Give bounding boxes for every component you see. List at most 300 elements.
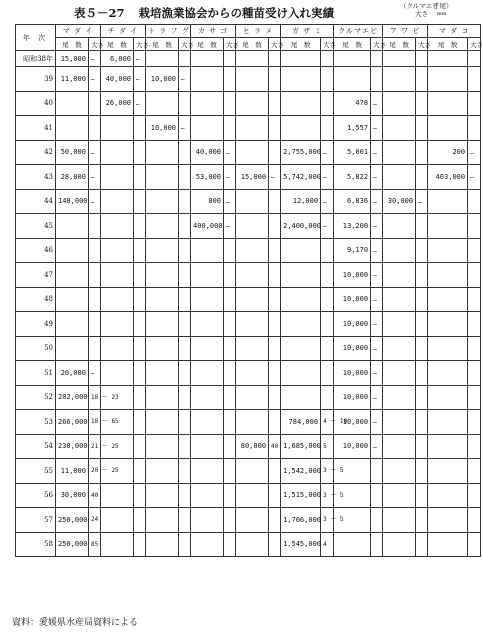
size-cell (416, 116, 428, 141)
year-cell: 44 (16, 189, 56, 214)
size-subheader: 大さ (224, 38, 236, 51)
size-cell (134, 263, 146, 288)
size-cell: 18 ～ 65 (89, 410, 101, 435)
count-cell: 53,000 (191, 165, 224, 190)
count-cell: 10,000 (334, 287, 371, 312)
count-cell (236, 483, 269, 508)
size-cell (89, 287, 101, 312)
count-cell (191, 51, 224, 67)
size-cell (224, 312, 236, 337)
count-cell (428, 532, 468, 557)
count-cell (146, 434, 179, 459)
size-cell: … (371, 238, 383, 263)
size-cell (269, 385, 281, 410)
count-cell (101, 214, 134, 239)
size-cell (224, 385, 236, 410)
size-cell (134, 238, 146, 263)
count-cell (101, 140, 134, 165)
count-cell (101, 165, 134, 190)
size-cell (89, 91, 101, 116)
size-cell (416, 434, 428, 459)
size-subheader: 大さ (468, 38, 481, 51)
size-cell (269, 312, 281, 337)
count-cell: 5,822 (334, 165, 371, 190)
count-cell (428, 434, 468, 459)
size-cell (371, 51, 383, 67)
count-cell: 1,542,000 (281, 459, 321, 484)
size-cell: … (224, 214, 236, 239)
size-cell (179, 336, 191, 361)
species-header: ア ワ ビ (383, 25, 428, 38)
count-cell: 10,000 (146, 67, 179, 92)
size-cell (224, 91, 236, 116)
count-cell (281, 385, 321, 410)
size-cell: 5 (321, 434, 334, 459)
count-cell (236, 336, 269, 361)
count-cell: 10,000 (334, 385, 371, 410)
count-cell: 1,557 (334, 116, 371, 141)
size-cell (224, 116, 236, 141)
count-cell (334, 67, 371, 92)
size-cell (269, 214, 281, 239)
count-cell (146, 508, 179, 533)
count-cell: 2,755,000 (281, 140, 321, 165)
count-cell: 40,000 (191, 140, 224, 165)
count-cell (56, 238, 89, 263)
size-cell: 4 ～ 10 (321, 410, 334, 435)
size-cell (416, 91, 428, 116)
count-cell (56, 91, 89, 116)
count-cell (383, 459, 416, 484)
size-cell: … (371, 140, 383, 165)
size-cell: … (371, 287, 383, 312)
count-cell (191, 67, 224, 92)
table-row (16, 263, 481, 288)
count-cell: 80,000 (236, 434, 269, 459)
count-cell: 5,742,000 (281, 165, 321, 190)
size-cell (269, 116, 281, 141)
count-cell (428, 91, 468, 116)
size-cell (468, 361, 481, 386)
count-cell (236, 238, 269, 263)
size-cell: … (468, 165, 481, 190)
size-cell (416, 459, 428, 484)
count-cell: 202,000 (56, 385, 89, 410)
subheader-row (16, 38, 481, 51)
count-cell (191, 385, 224, 410)
table-number: 表５－27 (74, 6, 125, 20)
size-cell: … (89, 165, 101, 190)
year-cell: 51 (16, 361, 56, 386)
count-cell (146, 165, 179, 190)
count-cell (56, 287, 89, 312)
size-cell (89, 116, 101, 141)
size-cell (224, 459, 236, 484)
count-cell (281, 91, 321, 116)
year-cell: 57 (16, 508, 56, 533)
species-header: ト ラ フ グ (146, 25, 191, 38)
size-cell: … (371, 263, 383, 288)
size-cell: … (179, 67, 191, 92)
count-cell (428, 336, 468, 361)
size-cell (269, 336, 281, 361)
size-cell (468, 189, 481, 214)
count-cell (281, 116, 321, 141)
count-cell: 13,200 (334, 214, 371, 239)
count-cell: 10,000 (146, 116, 179, 141)
count-subheader: 尾 数 (56, 38, 89, 51)
size-cell (468, 336, 481, 361)
table-row (16, 238, 481, 263)
table-row (16, 287, 481, 312)
count-cell (281, 336, 321, 361)
count-cell (236, 410, 269, 435)
size-cell (468, 385, 481, 410)
size-cell (269, 483, 281, 508)
size-cell: 3 ～ 5 (321, 483, 334, 508)
year-cell: 52 (16, 385, 56, 410)
size-cell: … (371, 336, 383, 361)
size-cell: 3 ～ 5 (321, 459, 334, 484)
count-cell: 10,000 (334, 263, 371, 288)
size-cell (179, 312, 191, 337)
table-row (16, 483, 481, 508)
size-cell (134, 312, 146, 337)
species-header: ヒ ラ メ (236, 25, 281, 38)
count-cell (428, 189, 468, 214)
size-cell (416, 51, 428, 67)
size-cell (416, 532, 428, 557)
size-cell (179, 51, 191, 67)
count-cell (383, 532, 416, 557)
count-cell (281, 287, 321, 312)
size-cell: … (416, 189, 428, 214)
size-cell (179, 140, 191, 165)
size-cell (224, 483, 236, 508)
size-cell: … (224, 189, 236, 214)
count-cell (146, 385, 179, 410)
table-row (16, 140, 481, 165)
size-cell: … (89, 140, 101, 165)
count-cell (236, 459, 269, 484)
size-cell: 18 ～ 23 (89, 385, 101, 410)
size-cell (179, 263, 191, 288)
size-cell (134, 165, 146, 190)
size-cell (179, 434, 191, 459)
count-subheader: 尾 数 (146, 38, 179, 51)
seedling-table (15, 24, 481, 557)
size-cell (269, 508, 281, 533)
size-cell (416, 238, 428, 263)
species-header-row (16, 25, 481, 38)
table-row (16, 165, 481, 190)
size-cell (179, 410, 191, 435)
count-cell (383, 508, 416, 533)
count-cell (428, 312, 468, 337)
size-cell: … (134, 67, 146, 92)
size-cell: … (468, 140, 481, 165)
count-cell (191, 483, 224, 508)
size-cell: … (371, 116, 383, 141)
table-row (16, 361, 481, 386)
size-cell: 20 ～ 25 (89, 459, 101, 484)
count-cell (428, 508, 468, 533)
count-cell (191, 434, 224, 459)
count-cell (191, 287, 224, 312)
size-cell: … (321, 165, 334, 190)
count-cell: 1,685,000 (281, 434, 321, 459)
count-cell (56, 214, 89, 239)
size-cell (416, 214, 428, 239)
count-cell (383, 385, 416, 410)
size-cell (89, 238, 101, 263)
count-cell (383, 410, 416, 435)
size-cell (321, 238, 334, 263)
count-cell (191, 91, 224, 116)
count-cell: 400,000 (191, 214, 224, 239)
table-row (16, 312, 481, 337)
size-cell (179, 385, 191, 410)
size-cell (89, 263, 101, 288)
size-cell (269, 238, 281, 263)
count-cell (101, 483, 134, 508)
size-cell (416, 385, 428, 410)
table-row (16, 385, 481, 410)
count-subheader: 尾 数 (428, 38, 468, 51)
size-cell (179, 189, 191, 214)
size-cell (321, 263, 334, 288)
table-row (16, 91, 481, 116)
count-cell (383, 361, 416, 386)
size-cell: … (89, 67, 101, 92)
size-cell (224, 532, 236, 557)
size-cell: … (371, 214, 383, 239)
year-cell: 43 (16, 165, 56, 190)
count-cell (191, 410, 224, 435)
count-cell (146, 51, 179, 67)
count-cell: 250,000 (56, 532, 89, 557)
size-cell: 21 ～ 25 (89, 434, 101, 459)
count-cell (428, 385, 468, 410)
unit-note (400, 2, 453, 18)
count-cell (383, 336, 416, 361)
size-cell (321, 287, 334, 312)
size-cell (179, 287, 191, 312)
size-cell (224, 238, 236, 263)
count-cell: 1,515,000 (281, 483, 321, 508)
unit-note-size: 大さ (415, 10, 428, 18)
size-cell (224, 287, 236, 312)
size-cell: 24 (89, 508, 101, 533)
count-cell (383, 312, 416, 337)
count-cell (428, 459, 468, 484)
count-cell (383, 140, 416, 165)
size-cell (468, 263, 481, 288)
table-row (16, 532, 481, 557)
year-cell: 55 (16, 459, 56, 484)
size-cell (134, 140, 146, 165)
count-cell: 5,001 (334, 140, 371, 165)
count-cell (236, 51, 269, 67)
year-cell: 41 (16, 116, 56, 141)
count-cell (428, 67, 468, 92)
count-cell: 12,000 (281, 189, 321, 214)
count-cell (101, 336, 134, 361)
size-cell (224, 508, 236, 533)
species-header: カ サ ゴ (191, 25, 236, 38)
count-cell: 200 (428, 140, 468, 165)
count-cell (191, 336, 224, 361)
count-cell (281, 263, 321, 288)
count-cell (101, 189, 134, 214)
size-cell (468, 532, 481, 557)
table-row (16, 508, 481, 533)
size-cell (468, 67, 481, 92)
size-cell (321, 51, 334, 67)
size-cell (134, 483, 146, 508)
table-caption (74, 5, 334, 21)
year-cell: 45 (16, 214, 56, 239)
count-cell: 230,000 (56, 434, 89, 459)
size-cell (321, 312, 334, 337)
count-cell (236, 263, 269, 288)
count-cell (236, 116, 269, 141)
count-cell: 784,000 (281, 410, 321, 435)
size-cell (134, 361, 146, 386)
count-cell (428, 483, 468, 508)
size-cell (134, 508, 146, 533)
count-cell (146, 287, 179, 312)
count-cell (146, 238, 179, 263)
size-subheader: 大さ (134, 38, 146, 51)
size-cell (179, 508, 191, 533)
size-subheader: 大さ (321, 38, 334, 51)
size-cell (468, 287, 481, 312)
size-cell: … (89, 51, 101, 67)
size-cell (179, 483, 191, 508)
count-cell (191, 312, 224, 337)
size-cell (179, 91, 191, 116)
count-cell (428, 51, 468, 67)
year-cell: 56 (16, 483, 56, 508)
count-cell: 30,000 (56, 483, 89, 508)
count-cell (146, 410, 179, 435)
count-cell (191, 361, 224, 386)
size-cell: … (224, 165, 236, 190)
size-cell: 40 (269, 434, 281, 459)
size-cell (416, 263, 428, 288)
size-cell (224, 410, 236, 435)
size-cell (269, 532, 281, 557)
count-cell (236, 532, 269, 557)
count-cell: 10,000 (334, 434, 371, 459)
count-cell: 800 (191, 189, 224, 214)
size-cell (468, 214, 481, 239)
year-cell: 53 (16, 410, 56, 435)
count-cell (101, 287, 134, 312)
count-cell (146, 91, 179, 116)
count-cell (281, 238, 321, 263)
count-cell (146, 532, 179, 557)
count-cell (146, 214, 179, 239)
count-cell: 6,836 (334, 189, 371, 214)
count-cell (236, 214, 269, 239)
count-cell (56, 263, 89, 288)
count-cell: 26,000 (101, 91, 134, 116)
count-cell (281, 312, 321, 337)
size-cell (89, 336, 101, 361)
size-cell (224, 336, 236, 361)
count-cell: 2,400,000 (281, 214, 321, 239)
size-cell: … (371, 91, 383, 116)
size-cell (89, 214, 101, 239)
size-cell (179, 238, 191, 263)
size-cell (416, 361, 428, 386)
count-cell: 11,000 (56, 67, 89, 92)
size-cell: … (224, 140, 236, 165)
count-cell: 1,545,000 (281, 532, 321, 557)
count-cell: 10,000 (334, 336, 371, 361)
size-cell (371, 532, 383, 557)
count-cell (101, 263, 134, 288)
size-cell (134, 189, 146, 214)
count-cell (146, 140, 179, 165)
size-cell (416, 410, 428, 435)
count-cell: 28,000 (56, 165, 89, 190)
count-cell (428, 263, 468, 288)
count-cell (383, 214, 416, 239)
year-cell: 50 (16, 336, 56, 361)
count-cell (236, 508, 269, 533)
size-cell (468, 312, 481, 337)
size-cell (468, 116, 481, 141)
species-header: マ ダ イ (56, 25, 101, 38)
count-cell (428, 410, 468, 435)
count-cell (146, 263, 179, 288)
count-cell (383, 67, 416, 92)
year-cell: 54 (16, 434, 56, 459)
count-cell: 478 (334, 91, 371, 116)
size-cell (269, 91, 281, 116)
year-header: 年 次 (16, 25, 56, 51)
size-cell (416, 483, 428, 508)
count-cell: 15,000 (56, 51, 89, 67)
count-cell (101, 312, 134, 337)
source-note: 資料：愛媛県水産局資料による (12, 618, 139, 628)
unit-note-mm: mm (437, 11, 447, 17)
count-cell: 9,170 (334, 238, 371, 263)
size-cell: … (371, 361, 383, 386)
size-cell (134, 214, 146, 239)
count-cell (383, 483, 416, 508)
size-cell (468, 459, 481, 484)
count-cell (334, 51, 371, 67)
size-cell (269, 287, 281, 312)
size-subheader: 大さ (269, 38, 281, 51)
count-cell (236, 287, 269, 312)
size-cell (468, 434, 481, 459)
count-cell (191, 116, 224, 141)
size-subheader: 大さ (416, 38, 428, 51)
size-cell (179, 165, 191, 190)
year-cell: 42 (16, 140, 56, 165)
size-cell (468, 508, 481, 533)
table-row (16, 410, 481, 435)
count-cell (236, 189, 269, 214)
count-cell (101, 361, 134, 386)
size-cell (416, 336, 428, 361)
count-cell (56, 312, 89, 337)
